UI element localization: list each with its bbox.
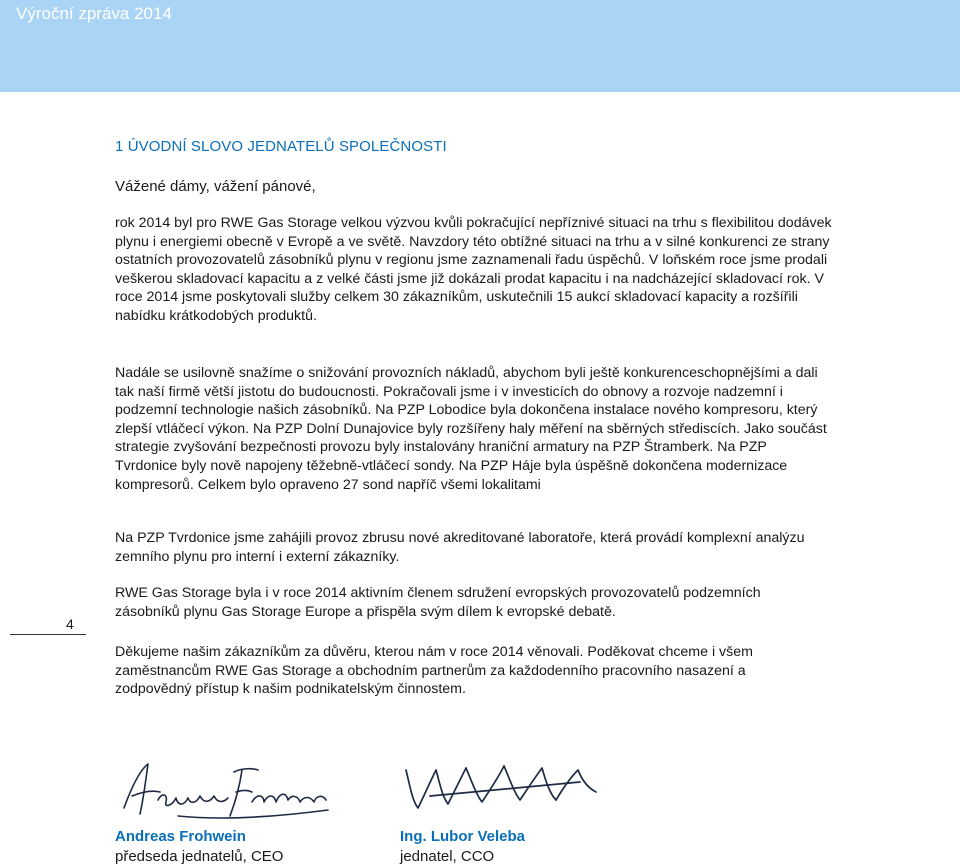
paragraph-season-overview: rok 2014 byl pro RWE Gas Storage velkou výzvou kvůli pokračující nepříznivé situaci na trhu s flexibilitou dodávek plynu i energiemi obecně v Evropě a ve světě. Navzdory této obtížné situaci na trhu a v silné konkurenci ze strany ostatních provozovatelů zásobníků plynu v regionu jsme zaznamenali řadu úspěchů. V loňském roce jsme prodali veškerou skladovací kapacitu a z velké části jsme již dokázali prodat kapacitu i na nadcházející skladovací rok. V roce 2014 jsme poskytovali služby celkem 30 zákazníkům, uskutečnili 15 aukcí skladovací kapacity a rozšířili nabídku krátkodobých produktů. bbox=[115, 215, 832, 324]
signatory-name: Ing. Lubor Veleba bbox=[400, 828, 526, 845]
paragraph-thanks: Děkujeme našim zákazníkům za důvěru, kterou nám v roce 2014 věnovali. Poděkovat chceme i všem zaměstnancům RWE Gas Storage a obchodním partnerům za každodenního pracovního nasazení a zodpovědný přístup k našim podnikatelským činnostem. bbox=[115, 644, 753, 698]
signatory-name: Andreas Frohwein bbox=[115, 828, 246, 845]
signatory-role: jednatel, CCO bbox=[400, 848, 495, 865]
paragraph-investments: Nadále se usilovně snažíme o snižování provozních nákladů, abychom byli ještě konkurenceschopnějšími a dali tak naší firmě větší jistotu do budoucnosti. Pokračovali jsme i v investicích do obnovy a rozvoje nadzemní i podzemní technologie našich zásobníků. Na PZP Lobodice byla dokončena instalace nového kompresoru, který zlepší vtláčecí výkon. Na PZP Dolní Dunajovice byly rozšířeny haly měření na sběrných střediscích. Jako součást strategie zvyšování bezpečnosti provozu byly instalovány hraniční armatury na PZP Štramberk. Na PZP Tvrdonice byly nově napojeny těžebně-vtláčecí sondy. Na PZP Háje byla úspěšně dokončena modernizace kompresorů. Celkem bylo opraveno 27 sond napříč všemi lokalitami bbox=[115, 365, 827, 493]
signature-frohwein bbox=[118, 756, 338, 826]
paragraph-laboratory: Na PZP Tvrdonice jsme zahájili provoz zbrusu nové akreditované laboratoře, která provádí komplexní analýzu zemního plynu pro interní i externí zákazníky. bbox=[115, 530, 805, 565]
paragraph-gse-membership: RWE Gas Storage byla i v roce 2014 aktivním členem sdružení evropských provozovatelů podzemních zásobníků plynu Gas Storage Europe a přispěla svým dílem k evropské debatě. bbox=[115, 585, 761, 620]
signatory-role: předseda jednatelů, CEO bbox=[115, 848, 284, 865]
document-title: Výroční zpráva 2014 bbox=[16, 4, 172, 23]
page-number-rule bbox=[10, 634, 86, 635]
letter-greeting: Vážené dámy, vážení pánové, bbox=[115, 178, 316, 195]
page-number: 4 bbox=[66, 616, 74, 632]
section-heading: 1 ÚVODNÍ SLOVO JEDNATELŮ SPOLEČNOSTI bbox=[115, 138, 447, 155]
signature-veleba bbox=[400, 756, 600, 816]
header-band bbox=[0, 0, 960, 92]
